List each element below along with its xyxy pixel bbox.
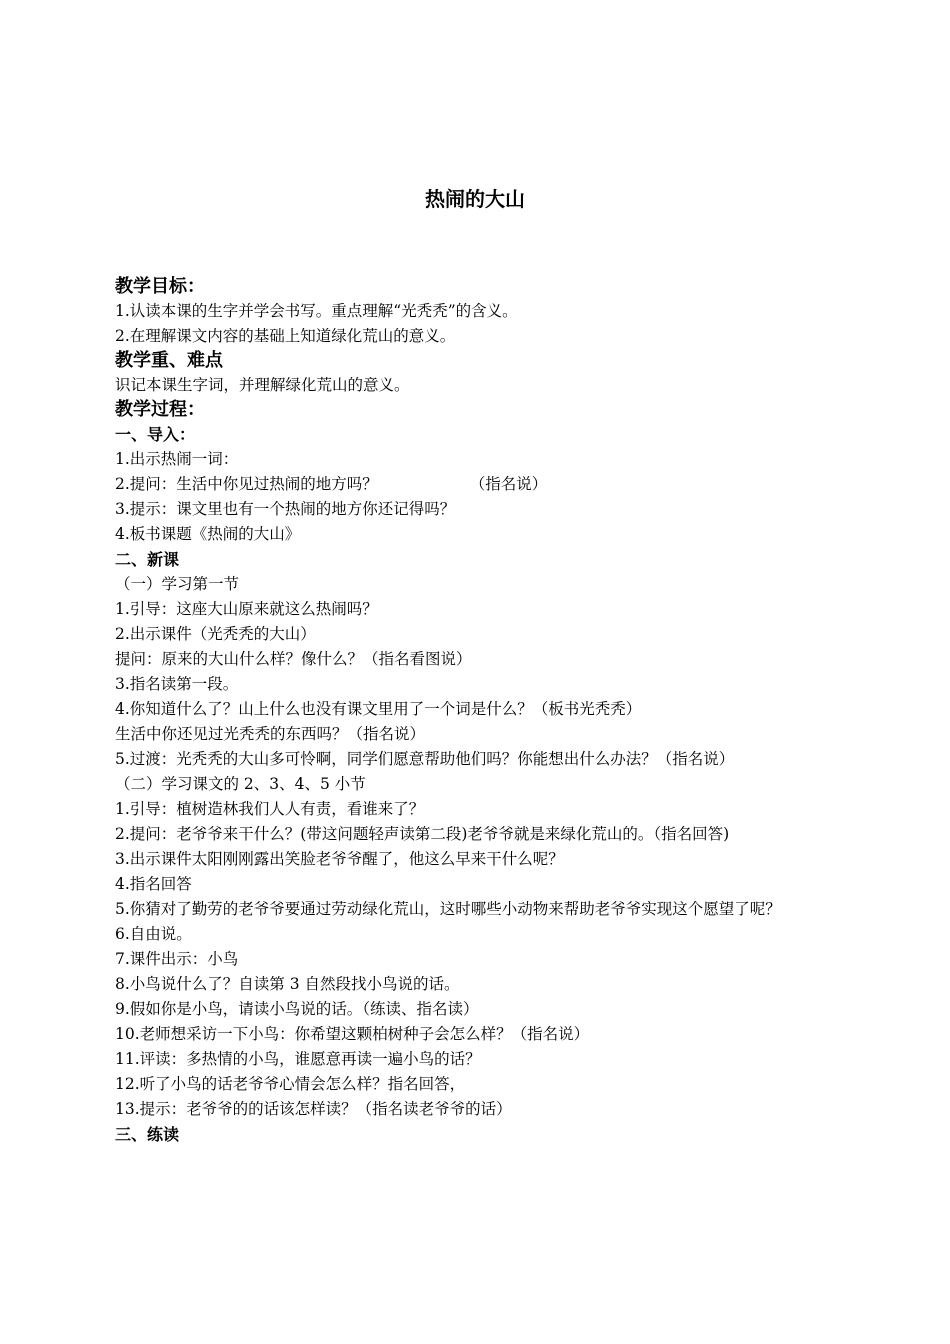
intro-item	[115, 472, 840, 497]
part2-heading: （二）学习课文的 2、3、4、5 小节	[115, 775, 366, 793]
part2-item: 8.小鸟说什么了？自读第 3 自然段找小鸟说的话。	[115, 975, 460, 993]
part2-item: 7.课件出示：小鸟	[115, 950, 239, 968]
part2-item: 13.提示：老爷爷的的话该怎样读？（指名读老爷爷的话）	[115, 1100, 512, 1118]
part1-item: 1.引导：这座大山原来就这么热闹吗？	[115, 600, 378, 618]
part1-item: 生活中你还见过光秃秃的东西吗？（指名说）	[115, 725, 426, 743]
part2-item: 4.指名回答	[115, 875, 192, 893]
part2-item: 12.听了小鸟的话老爷爷心情会怎么样？指名回答，	[115, 1075, 466, 1093]
document-title: 热闹的大山	[425, 187, 525, 211]
part2-item: 3.出示课件太阳刚刚露出笑脸老爷爷醒了，他这么早来干什么呢？	[115, 850, 564, 868]
objective-item: 1.认读本课的生字并学会书写。重点理解“光秃秃”的含义。	[115, 302, 518, 320]
practice-heading: 三、练读	[115, 1125, 180, 1144]
intro-item: 1.出示热闹一词：	[115, 450, 239, 468]
part2-item: 6.自由说。	[115, 925, 192, 943]
intro-item: 4.板书课题《热闹的大山》	[115, 525, 301, 543]
intro-item-note: （指名说）	[469, 475, 548, 493]
part2-item: 2.提问：老爷爷来干什么？(带这问题轻声读第二段)老爷爷就是来绿化荒山的。（指名回答)	[115, 825, 730, 843]
intro-heading: 一、导入：	[115, 425, 196, 444]
part2-item: 1.引导：植树造林我们人人有责，看谁来了？	[115, 800, 425, 818]
part1-item: 3.指名读第一段。	[115, 675, 239, 693]
intro-item: 3.提示：课文里也有一个热闹的地方你还记得吗？	[115, 500, 456, 518]
part2-item: 5.你猜对了勤劳的老爷爷要通过劳动绿化荒山，这时哪些小动物来帮助老爷爷实现这个愿望了呢？	[115, 900, 781, 918]
process-heading: 教学过程：	[115, 399, 205, 420]
key-points-heading: 教学重、难点	[115, 350, 223, 371]
part1-heading: （一）学习第一节	[115, 575, 240, 593]
part2-item: 11.评读：多热情的小鸟，谁愿意再读一遍小鸟的话？	[115, 1050, 481, 1068]
new-lesson-heading: 二、新课	[115, 550, 180, 569]
key-points-text: 识记本课生字词，并理解绿化荒山的意义。	[115, 376, 410, 394]
part1-item: 5.过渡：光秃秃的大山多可怜啊，同学们愿意帮助他们吗？你能想出什么办法？（指名说）	[115, 750, 735, 768]
objective-item: 2.在理解课文内容的基础上知道绿化荒山的意义。	[115, 327, 456, 345]
part1-item: 2.出示课件（光秃秃的大山）	[115, 625, 316, 643]
part2-item: 10.老师想采访一下小鸟：你希望这颗柏树种子会怎么样？（指名说）	[115, 1025, 590, 1043]
part2-item: 9.假如你是小鸟，请读小鸟说的话。（练读、指名读）	[115, 1000, 479, 1018]
objectives-heading: 教学目标：	[115, 276, 205, 297]
intro-item-text: 2.提问：生活中你见过热闹的地方吗？	[115, 475, 378, 493]
part1-item: 4.你知道什么了？山上什么也没有课文里用了一个词是什么？（板书光秃秃）	[115, 700, 642, 718]
document-body	[115, 275, 840, 1147]
part1-item: 提问：原来的大山什么样？像什么？（指名看图说）	[115, 650, 472, 668]
